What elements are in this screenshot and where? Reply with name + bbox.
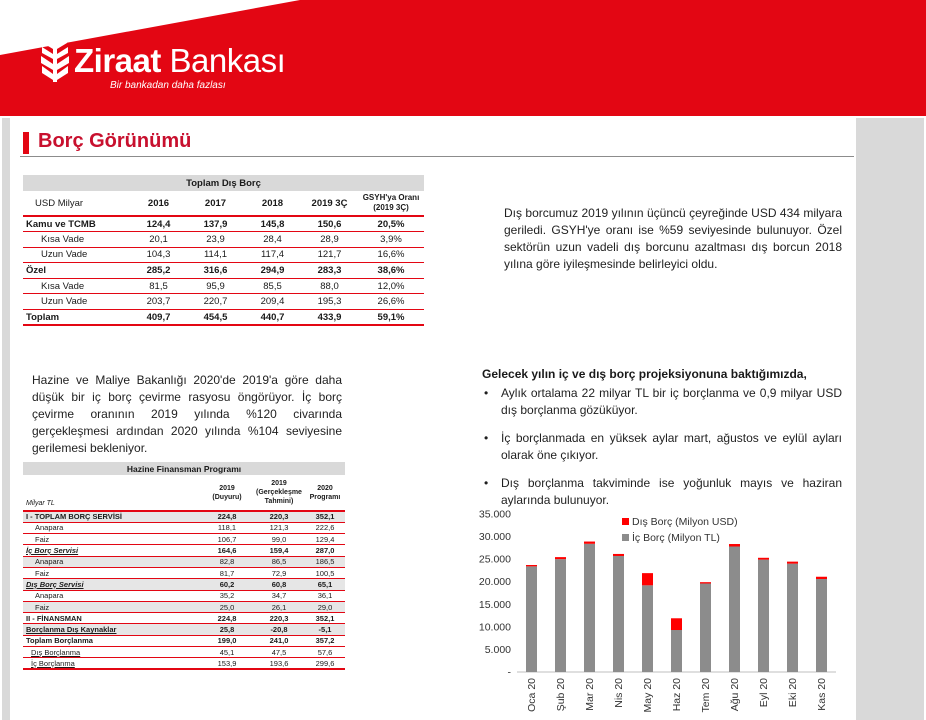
bar-dis-borc bbox=[584, 542, 595, 544]
cell: 20,5% bbox=[377, 218, 405, 230]
bar-dis-borc bbox=[816, 577, 827, 579]
cell: 285,2 bbox=[130, 263, 187, 279]
bar-dis-borc bbox=[642, 573, 653, 585]
x-tick-label: May 20 bbox=[642, 678, 654, 713]
row-label: Uzun Vade bbox=[23, 247, 130, 263]
cell: 20,1 bbox=[130, 232, 187, 248]
right-gray-panel bbox=[856, 118, 924, 720]
cell: 153,9 bbox=[201, 658, 253, 669]
cell: 26,1 bbox=[253, 601, 305, 612]
table-row bbox=[23, 635, 345, 646]
row-label: Kısa Vade bbox=[23, 232, 130, 248]
table-row bbox=[23, 613, 345, 624]
title-divider bbox=[20, 156, 854, 157]
row-label: Borçlanma Dış Kaynaklar bbox=[23, 624, 201, 635]
cell: 3,9% bbox=[358, 232, 424, 248]
bullet-text: İç borçlanmada en yüksek aylar mart, ağustos ve eylül ayları olarak öne çıkıyor. bbox=[501, 431, 842, 462]
cell: 220,3 bbox=[253, 511, 305, 522]
cell: 25,0 bbox=[201, 601, 253, 612]
x-tick-label: Ağu 20 bbox=[729, 678, 741, 712]
row-label: İç Borçlanma bbox=[23, 658, 201, 669]
row-label: Faiz bbox=[23, 534, 201, 545]
table-row bbox=[23, 232, 424, 248]
bar-ic-borc bbox=[584, 544, 595, 672]
cell: 82,8 bbox=[201, 556, 253, 567]
cell: 85,5 bbox=[244, 278, 301, 294]
cell: 283,3 bbox=[301, 263, 358, 279]
cell: 150,6 bbox=[317, 218, 342, 230]
cell: 81,7 bbox=[201, 567, 253, 578]
unit-label: USD Milyar bbox=[23, 191, 130, 216]
external-debt-table bbox=[23, 175, 424, 326]
cell: 287,0 bbox=[305, 545, 345, 556]
cell: 45,1 bbox=[201, 647, 253, 658]
cell: 129,4 bbox=[305, 534, 345, 545]
cell: 28,4 bbox=[244, 232, 301, 248]
y-tick-label: 25.000 bbox=[478, 553, 511, 566]
cell: 34,7 bbox=[253, 590, 305, 601]
table-row bbox=[23, 511, 345, 522]
table-row bbox=[23, 247, 424, 263]
cell: 104,3 bbox=[130, 247, 187, 263]
bar-ic-borc bbox=[555, 559, 566, 672]
cell: 26,6% bbox=[358, 294, 424, 310]
row-label: Toplam bbox=[23, 310, 130, 326]
bar-dis-borc bbox=[787, 562, 798, 564]
table-row bbox=[23, 545, 345, 556]
table-row bbox=[23, 590, 345, 601]
y-tick-label: 35.000 bbox=[478, 508, 511, 521]
table-row bbox=[23, 567, 345, 578]
ratio-header: GSYH'ya Oranı (2019 3Ç) bbox=[358, 191, 424, 216]
cell: 121,7 bbox=[301, 247, 358, 263]
row-label: II - FİNANSMAN bbox=[23, 613, 201, 624]
cell: 28,9 bbox=[301, 232, 358, 248]
unit-label: Milyar TL bbox=[23, 475, 201, 511]
cell: 81,5 bbox=[130, 278, 187, 294]
cell: 352,1 bbox=[305, 613, 345, 624]
cell: 224,8 bbox=[201, 511, 253, 522]
cell: 35,2 bbox=[201, 590, 253, 601]
external-debt-summary: Dış borcumuz 2019 yılının üçüncü çeyreğinde USD 434 milyara geriledi. GSYH'ye oranı ise %59 seviyesinde bulunuyor. Özel sektörün uzun vadeli dış borcunu azaltması dış borcun 2018 yılına göre iyileşmesinde belirleyici oldu. bbox=[504, 206, 842, 271]
bar-ic-borc bbox=[613, 556, 624, 672]
cell: 88,0 bbox=[301, 278, 358, 294]
y-tick-label: 15.000 bbox=[478, 598, 511, 611]
bar-dis-borc bbox=[526, 565, 537, 566]
bullet-text: Aylık ortalama 22 milyar TL bir iç borçlanma ve 0,9 milyar USD dış borçlanma gözüküyor. bbox=[501, 386, 842, 417]
cell: 193,6 bbox=[253, 658, 305, 669]
cell: 86,5 bbox=[253, 556, 305, 567]
cell: 118,1 bbox=[201, 522, 253, 533]
row-label: Faiz bbox=[23, 567, 201, 578]
title-accent-bar bbox=[23, 132, 29, 154]
bar-ic-borc bbox=[816, 579, 827, 672]
cell: -5,1 bbox=[305, 624, 345, 635]
cell: 203,7 bbox=[130, 294, 187, 310]
table-row bbox=[23, 278, 424, 294]
cell: 220,3 bbox=[253, 613, 305, 624]
cell: 224,8 bbox=[201, 613, 253, 624]
bar-dis-borc bbox=[613, 554, 624, 556]
x-tick-label: Tem 20 bbox=[700, 678, 712, 713]
page-title: Borç Görünümü bbox=[38, 130, 192, 152]
x-tick-label: Mar 20 bbox=[584, 678, 596, 711]
legend-label-ic-borc: İç Borç (Milyon TL) bbox=[632, 532, 720, 544]
brand-name: Ziraat Bankası bbox=[74, 42, 286, 79]
list-item bbox=[482, 430, 842, 464]
cell: 60,2 bbox=[201, 579, 253, 590]
bar-dis-borc bbox=[729, 544, 740, 546]
bullet-icon: • bbox=[484, 431, 489, 445]
cell: 65,1 bbox=[305, 579, 345, 590]
cell: 209,4 bbox=[244, 294, 301, 310]
external-debt-caption: Toplam Dış Borç bbox=[23, 175, 424, 191]
row-label: Anapara bbox=[23, 590, 201, 601]
cell: 159,4 bbox=[253, 545, 305, 556]
left-gray-panel bbox=[2, 118, 10, 720]
row-label: Toplam Borçlanma bbox=[23, 635, 201, 646]
bullet-icon: • bbox=[484, 386, 489, 400]
projection-heading: Gelecek yılın iç ve dış borç projeksiyonuna baktığımızda, bbox=[482, 367, 807, 381]
financing-table bbox=[23, 462, 345, 670]
x-tick-label: Oca 20 bbox=[526, 678, 538, 712]
row-label: Uzun Vade bbox=[23, 294, 130, 310]
cell: 117,4 bbox=[244, 247, 301, 263]
cell: 124,4 bbox=[146, 218, 171, 230]
projection-list bbox=[482, 385, 842, 520]
legend-swatch-dis-borc bbox=[622, 518, 629, 525]
col-header: 2019 (Gerçekleşme Tahmini) bbox=[253, 475, 305, 511]
cell: 114,1 bbox=[187, 247, 244, 263]
cell: 121,3 bbox=[253, 522, 305, 533]
cell: 316,6 bbox=[187, 263, 244, 279]
bar-ic-borc bbox=[671, 630, 682, 672]
cell: 95,9 bbox=[187, 278, 244, 294]
row-label: İç Borç Servisi bbox=[23, 545, 201, 556]
row-label: Anapara bbox=[23, 556, 201, 567]
row-label: Kamu ve TCMB bbox=[26, 218, 96, 230]
cell: 299,6 bbox=[305, 658, 345, 669]
bar-ic-borc bbox=[642, 585, 653, 672]
cell: 25,8 bbox=[201, 624, 253, 635]
bar-ic-borc bbox=[729, 547, 740, 672]
x-tick-label: Nis 20 bbox=[613, 678, 625, 708]
cell: 186,5 bbox=[305, 556, 345, 567]
table-row bbox=[23, 522, 345, 533]
cell: 164,6 bbox=[201, 545, 253, 556]
y-tick-label: 5.000 bbox=[484, 643, 511, 656]
cell: 106,7 bbox=[201, 534, 253, 545]
col-header: 2019 3Ç bbox=[301, 191, 358, 216]
cell: 59,1% bbox=[358, 310, 424, 326]
cell: 72,9 bbox=[253, 567, 305, 578]
bullet-text: Dış borçlanma takviminde ise yoğunluk mayıs ve haziran aylarında bulunuyor. bbox=[501, 476, 842, 507]
cell: 433,9 bbox=[301, 310, 358, 326]
rollover-summary: Hazine ve Maliye Bakanlığı 2020'de 2019'a göre daha düşük bir iç borç çevirme rasyosu öngörüyor. İç borç çevirme oranının 2019 yılında %120 civarında gerçekleşmesi ardından 2020 yılında %104 seviyesine gerilemesi bekleniyor. bbox=[32, 373, 342, 455]
table-row bbox=[23, 658, 345, 669]
cell: 454,5 bbox=[187, 310, 244, 326]
table-row bbox=[23, 310, 424, 326]
row-label: Dış Borçlanma bbox=[23, 647, 201, 658]
cell: 23,9 bbox=[187, 232, 244, 248]
row-label: Kısa Vade bbox=[23, 278, 130, 294]
brand-tagline: Bir bankadan daha fazlası bbox=[110, 80, 226, 91]
cell: 145,8 bbox=[260, 218, 285, 230]
table-row bbox=[23, 647, 345, 658]
cell: 241,0 bbox=[253, 635, 305, 646]
col-header: 2017 bbox=[187, 191, 244, 216]
cell: 100,5 bbox=[305, 567, 345, 578]
cell: 99,0 bbox=[253, 534, 305, 545]
bullet-icon: • bbox=[484, 476, 489, 490]
borrowing-chart bbox=[462, 504, 847, 716]
cell: 36,1 bbox=[305, 590, 345, 601]
bar-ic-borc bbox=[758, 560, 769, 672]
cell: 38,6% bbox=[358, 263, 424, 279]
x-tick-label: Şub 20 bbox=[555, 678, 567, 712]
cell: 294,9 bbox=[244, 263, 301, 279]
y-tick-label: 10.000 bbox=[478, 621, 511, 634]
cell: 57,6 bbox=[305, 647, 345, 658]
cell: -20,8 bbox=[253, 624, 305, 635]
table-row bbox=[23, 556, 345, 567]
x-tick-label: Kas 20 bbox=[816, 678, 828, 711]
bar-ic-borc bbox=[787, 564, 798, 672]
row-label: I - TOPLAM BORÇ SERVİSİ bbox=[23, 511, 201, 522]
cell: 16,6% bbox=[358, 247, 424, 263]
cell: 47,5 bbox=[253, 647, 305, 658]
row-label: Dış Borç Servisi bbox=[23, 579, 201, 590]
bar-dis-borc bbox=[758, 558, 769, 560]
table-row bbox=[23, 601, 345, 612]
x-tick-label: Haz 20 bbox=[671, 678, 683, 712]
table-row bbox=[23, 624, 345, 635]
y-tick-label: 20.000 bbox=[478, 576, 511, 589]
cell: 195,3 bbox=[301, 294, 358, 310]
row-label: Özel bbox=[23, 263, 130, 279]
row-label: Faiz bbox=[23, 601, 201, 612]
cell: 12,0% bbox=[358, 278, 424, 294]
cell: 199,0 bbox=[201, 635, 253, 646]
x-tick-label: Eki 20 bbox=[787, 678, 799, 708]
y-tick-label: 30.000 bbox=[478, 531, 511, 544]
bar-ic-borc bbox=[526, 566, 537, 672]
cell: 357,2 bbox=[305, 635, 345, 646]
table-row bbox=[23, 534, 345, 545]
cell: 440,7 bbox=[244, 310, 301, 326]
table-row bbox=[23, 263, 424, 279]
cell: 409,7 bbox=[130, 310, 187, 326]
x-tick-label: Eyl 20 bbox=[758, 678, 770, 708]
cell: 60,8 bbox=[253, 579, 305, 590]
cell: 137,9 bbox=[203, 218, 228, 230]
bar-dis-borc bbox=[700, 582, 711, 583]
col-header: 2020 Programı bbox=[305, 475, 345, 511]
cell: 29,0 bbox=[305, 601, 345, 612]
bar-ic-borc bbox=[700, 584, 711, 672]
cell: 352,1 bbox=[305, 511, 345, 522]
table-row bbox=[23, 579, 345, 590]
financing-caption: Hazine Finansman Programı bbox=[23, 462, 345, 475]
cell: 222,6 bbox=[305, 522, 345, 533]
legend-swatch-ic-borc bbox=[622, 534, 629, 541]
bar-dis-borc bbox=[671, 618, 682, 630]
col-header: 2019 (Duyuru) bbox=[201, 475, 253, 511]
bar-dis-borc bbox=[555, 557, 566, 559]
col-header: 2016 bbox=[130, 191, 187, 216]
ziraat-logo-icon bbox=[40, 36, 70, 82]
legend-label-dis-borc: Dış Borç (Milyon USD) bbox=[632, 516, 738, 528]
col-header: 2018 bbox=[244, 191, 301, 216]
cell: 220,7 bbox=[187, 294, 244, 310]
y-tick-label: - bbox=[507, 666, 511, 679]
row-label: Anapara bbox=[23, 522, 201, 533]
table-row bbox=[23, 294, 424, 310]
table-row bbox=[23, 216, 424, 232]
list-item bbox=[482, 385, 842, 419]
